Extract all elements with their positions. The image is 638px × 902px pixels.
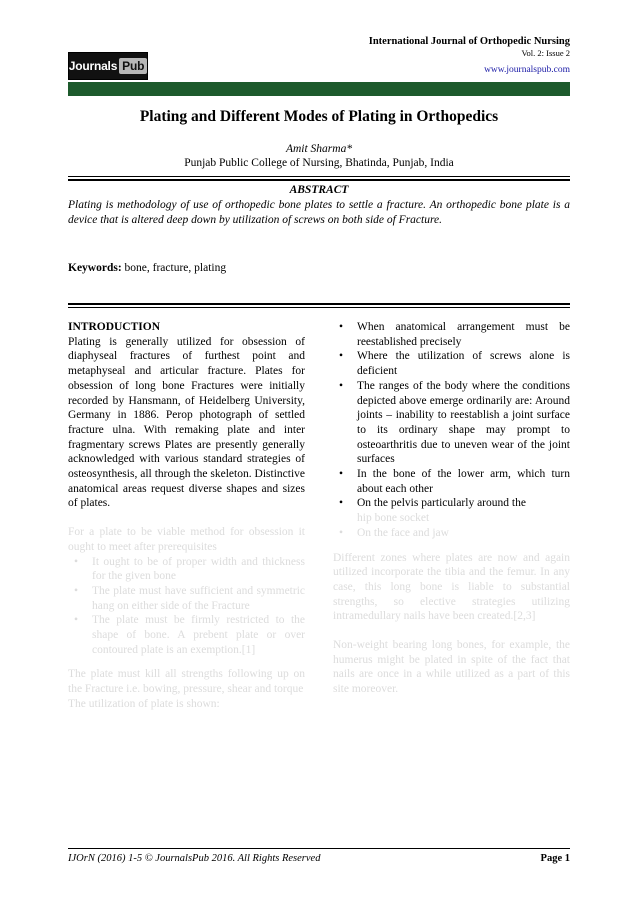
article-affiliation: Punjab Public College of Nursing, Bhatinda, Punjab, India — [184, 157, 454, 169]
footer-copyright: IJOrN (2016) 1-5 © JournalsPub 2016. All Rights Reserved — [68, 853, 321, 864]
requirements-paragraph: For a plate to be viable method for obsession it ought to meet after prerequisites — [68, 526, 305, 553]
abstract-heading: ABSTRACT — [289, 184, 349, 196]
list-item: • Where the utilization of screws alone is deficient — [333, 349, 570, 378]
page-number: Page 1 — [540, 853, 570, 864]
list-item: • When anatomical arrangement must be reestablished precisely — [333, 320, 570, 349]
right-column — [333, 320, 570, 711]
footer-rule — [68, 848, 570, 849]
indications-list — [333, 320, 570, 511]
abstract-bottom-rule-thick — [68, 303, 570, 305]
abstract-top-rule — [68, 176, 570, 177]
list-item: • In the bone of the lower arm, which turn about each other — [333, 467, 570, 496]
article-author: Amit Sharma* — [285, 143, 353, 155]
abstract-top-rule-thick — [68, 179, 570, 181]
list-item: • The plate must be firmly restricted to the shape of bone. A prebent plate or over contoured plate is an exemption.[1] — [68, 613, 305, 657]
logo-text: Journals — [68, 59, 118, 73]
indications-paragraph: The utilization of plate is shown: — [68, 697, 220, 710]
logo-pub: Pub — [119, 58, 147, 74]
list-item: • It ought to be of proper width and thickness for the given bone — [68, 555, 305, 584]
journal-url-link[interactable]: www.journalspub.com — [484, 65, 570, 75]
long-bone-paragraph: Different zones where plates are now and again utilized incorporate the tibia and the femur. In any case, this long bone is liable to substantial strengths, so elective strategies utilizing intramedullary nails have been created.[2,3] — [333, 551, 570, 623]
forces-paragraph: The plate must kill all strengths following up on the Fracture i.e. bowing, pressure, shear and torque — [68, 668, 305, 696]
left-column — [68, 320, 305, 726]
list-item: • On the face and jaw — [333, 526, 570, 541]
journal-name: International Journal of Orthopedic Nursing — [368, 36, 570, 47]
introduction-paragraph: Plating is generally utilized for obsession of diaphyseal fractures of furthest point and metaphyseal and articular fracture. Plates for obsession of long bone Fractures were initially recorded by Hansmann, of Heidelberg University, Germany in 1886. Perop photograph of settled fracture ulna. With remaking plate and inter fragmentary screws Plates are presently generally acknowledged with various standard strategies of osteosynthesis, all through the skeleton. Distinctive anatomical areas request diverse shapes and sizes of plates. — [68, 335, 305, 510]
journalspub-logo — [68, 52, 148, 80]
keywords-values: bone, fracture, plating — [121, 262, 227, 274]
journal-header — [369, 36, 570, 77]
introduction-heading: INTRODUCTION — [68, 321, 161, 333]
keywords-label: Keywords: — [68, 262, 122, 274]
list-item: • The ranges of the body where the conditions depicted above emerge ordinarily are: Around joints – inability to reestablish a joint surface to its ordinary shape may prompt to osteoarthritis due to uneven wear of the joint surfaces — [333, 379, 570, 467]
article-title: Plating and Different Modes of Plating in Orthopedics — [139, 108, 499, 125]
abstract-text: Plating is methodology of use of orthopedic bone plates to settle a fracture. An orthopedic bone plate is a device that is altered deep down by utilization of screws on both side of Fracture. — [68, 199, 570, 226]
header-green-bar — [68, 82, 570, 96]
list-item: • On the pelvis particularly around the — [333, 496, 570, 511]
volume-issue: Vol. 2: Issue 2 — [521, 48, 570, 58]
requirements-list — [68, 555, 305, 658]
abstract-bottom-rule — [68, 307, 570, 308]
list-item: • The plate must have sufficient and symmetric hang on either side of the Fracture — [68, 584, 305, 613]
keywords-line — [68, 262, 570, 274]
list-item-continuation: hip bone socket — [357, 512, 430, 525]
faded-list — [333, 526, 570, 541]
humerus-paragraph: Non-weight bearing long bones, for example, the humerus might be plated in spite of the fact that nails are once in a while utilized as a part of this site moreover. — [333, 639, 570, 696]
